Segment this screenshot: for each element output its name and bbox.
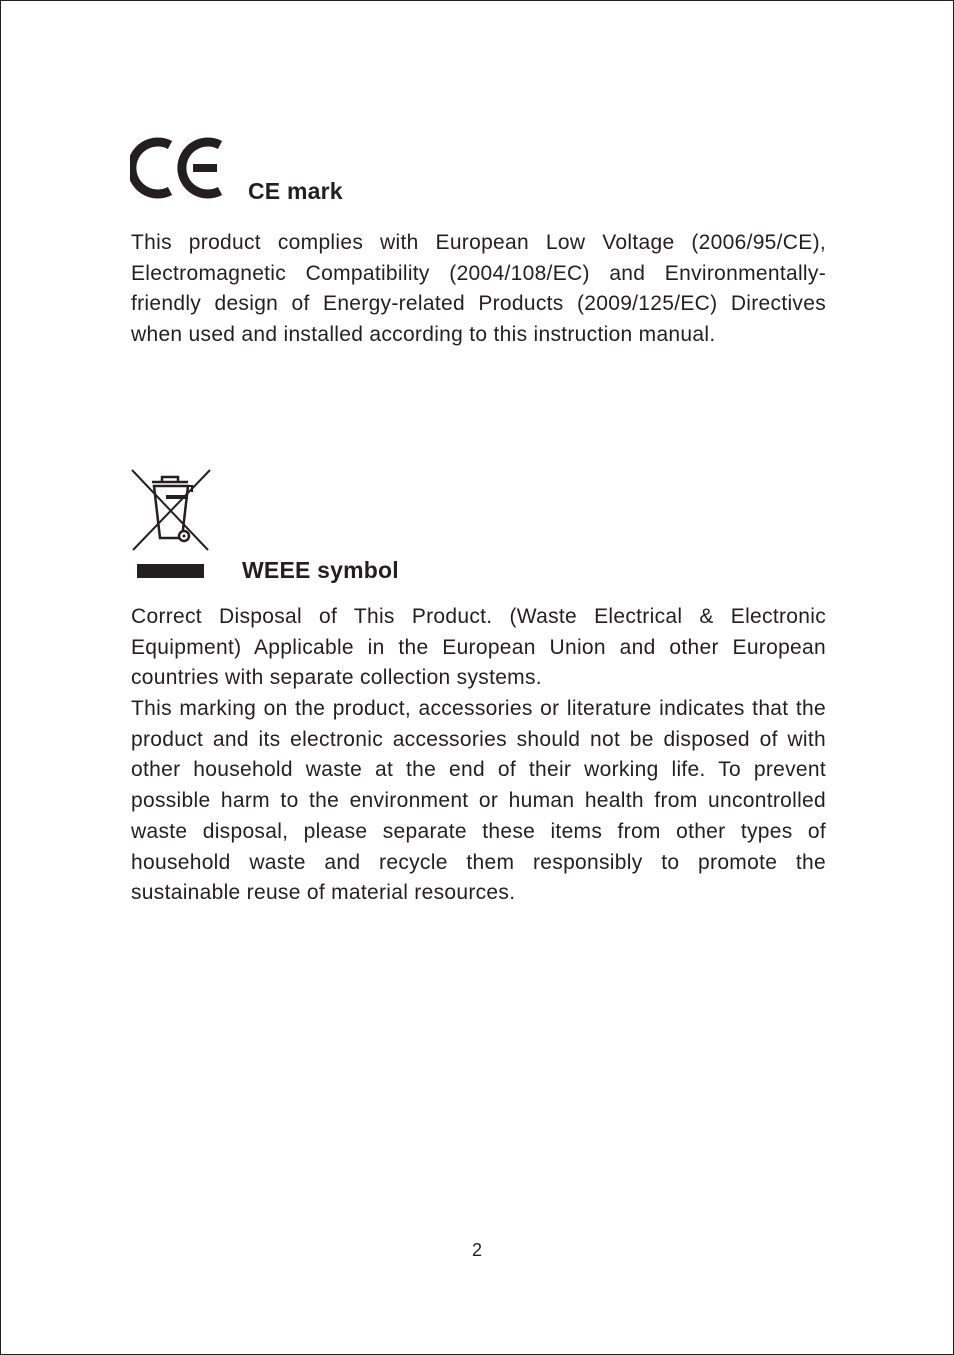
ce-mark-icon xyxy=(130,135,225,201)
page-number: 2 xyxy=(471,1240,482,1260)
weee-paragraph-2: This marking on the product, accessories or literature indicates that the product and its electronic accessories should not be disposed of with other household waste at the end of their working life. To prevent possible harm to the environment or human health from uncontrolled waste disposal, please separate these items from other types of household waste and recycle them responsibly to promote the sustainable reuse of material resources. xyxy=(131,697,826,905)
weee-paragraph-1: Correct Disposal of This Product. (Waste Electrical & Electronic Equipment) Applicable in the European Union and other European countries with separate collection systems. xyxy=(131,605,826,690)
ce-mark-title: CE mark xyxy=(248,178,343,204)
crossed-out-wheelie-bin-icon xyxy=(130,468,212,552)
ce-mark-description: This product complies with European Low Voltage (2006/95/CE), Electromagnetic Compatibility (2004/108/EC) and Environmentally-friendly design of Energy-related Products (2009/125/EC) Directives when used and installed according to this instruction manual. xyxy=(131,231,826,347)
weee-symbol-title: WEEE symbol xyxy=(242,557,399,583)
weee-underline-bar xyxy=(137,564,204,578)
